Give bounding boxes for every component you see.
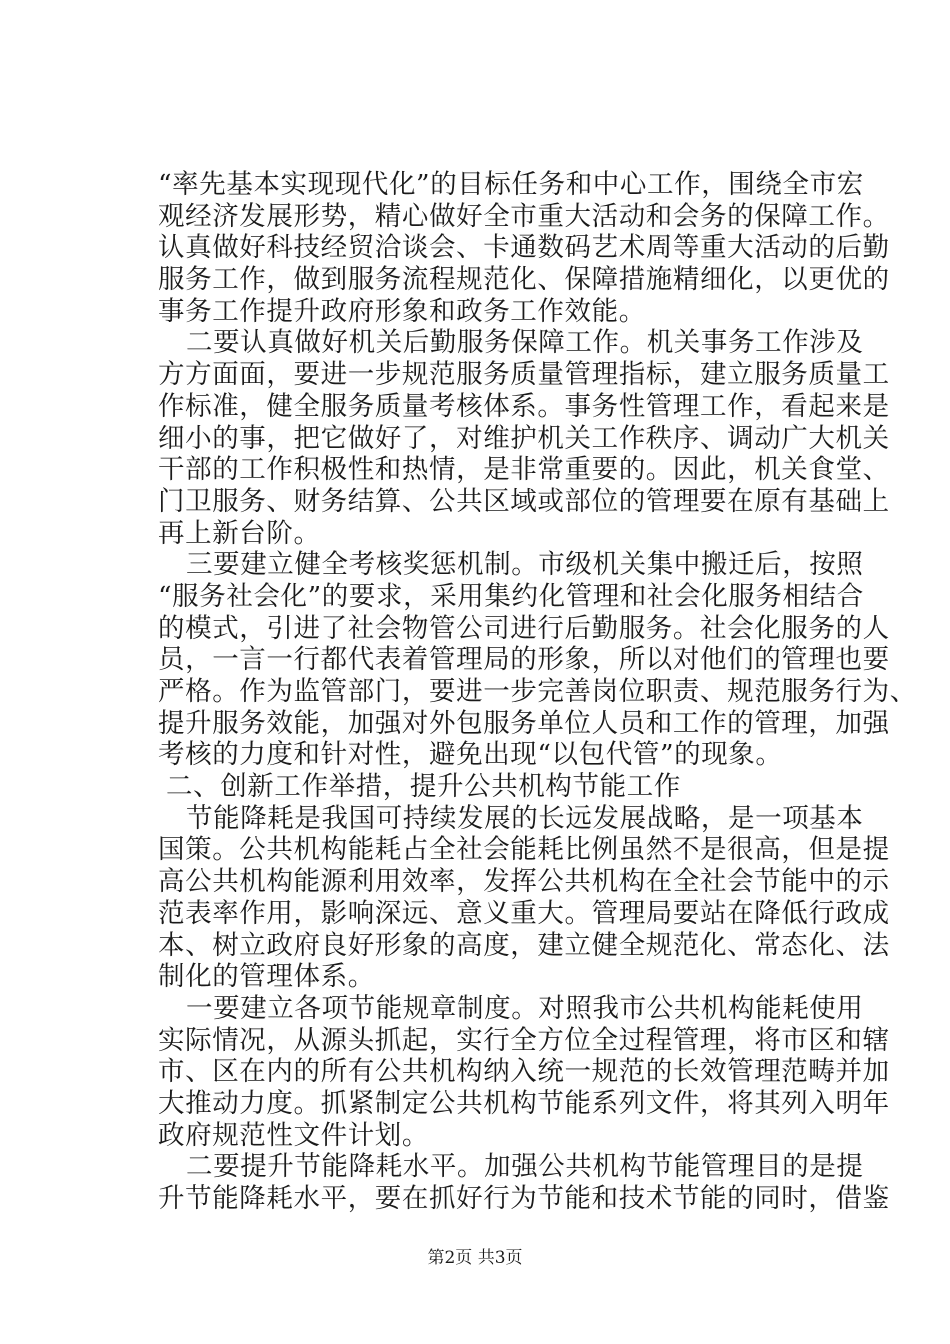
text-line: 的模式，引进了社会物管公司进行后勤服务。社会化服务的人 [158, 612, 890, 644]
text-line: 提升服务效能，加强对外包服务单位人员和工作的管理，加强 [158, 707, 890, 739]
text-line: 干部的工作积极性和热情，是非常重要的。因此，机关食堂、 [158, 454, 890, 486]
text-line: 实际情况，从源头抓起，实行全方位全过程管理，将市区和辖 [158, 1024, 890, 1056]
text-line: 制化的管理体系。 [158, 961, 375, 993]
paragraph-start-line: 一要建立各项节能规章制度。对照我市公共机构能耗使用 [186, 992, 864, 1024]
section-heading: 二、创新工作举措，提升公共机构节能工作 [166, 771, 681, 803]
text-line: 服务工作，做到服务流程规范化、保障措施精细化，以更优的 [158, 264, 890, 296]
document-body [158, 169, 917, 1215]
text-line: 升节能降耗水平，要在抓好行为节能和技术节能的同时，借鉴 [158, 1183, 890, 1214]
text-line: 认真做好科技经贸洽谈会、卡通数码艺术周等重大活动的后勤 [158, 232, 890, 264]
text-line: 员，一言一行都代表着管理局的形象，所以对他们的管理也要 [158, 644, 890, 676]
text-line: 事务工作提升政府形象和政务工作效能。 [158, 295, 646, 327]
paragraph-start-line: 三要建立健全考核奖惩机制。市级机关集中搬迁后，按照 [186, 549, 864, 581]
paragraph-start-line: 节能降耗是我国可持续发展的长远发展战略，是一项基本 [186, 802, 864, 834]
text-line: “服务社会化”的要求，采用集约化管理和社会化服务相结合 [158, 580, 864, 612]
text-line: 作标准，健全服务质量考核体系。事务性管理工作，看起来是 [158, 390, 890, 422]
paragraph-start-line: 二要认真做好机关后勤服务保障工作。机关事务工作涉及 [186, 327, 864, 359]
text-line: 细小的事，把它做好了，对维护机关工作秩序、调动广大机关 [158, 422, 890, 454]
text-line: 国策。公共机构能耗占全社会能耗比例虽然不是很高，但是提 [158, 834, 890, 866]
text-line: 大推动力度。抓紧制定公共机构节能系列文件，将其列入明年 [158, 1087, 890, 1119]
text-line: 市、区在内的所有公共机构纳入统一规范的长效管理范畴并加 [158, 1056, 890, 1088]
text-line: 考核的力度和针对性，避免出现“以包代管”的现象。 [158, 739, 783, 771]
text-line: 方方面面，要进一步规范服务质量管理指标，建立服务质量工 [158, 359, 890, 391]
text-line: 本、树立政府良好形象的高度，建立健全规范化、常态化、法 [158, 929, 890, 961]
text-line: 高公共机构能源利用效率，发挥公共机构在全社会节能中的示 [158, 866, 890, 898]
page-number-footer: 第2页 共3页 [427, 1248, 523, 1268]
text-line: 范表率作用，影响深远、意义重大。管理局要站在降低行政成 [158, 897, 890, 929]
text-line: 门卫服务、财务结算、公共区域或部位的管理要在原有基础上 [158, 485, 890, 517]
text-line: “率先基本实现现代化”的目标任务和中心工作，围绕全市宏 [158, 169, 864, 200]
text-line: 严格。作为监管部门，要进一步完善岗位职责、规范服务行为、 [158, 676, 917, 707]
text-line: 观经济发展形势，精心做好全市重大活动和会务的保障工作。 [158, 200, 890, 232]
text-line: 政府规范性文件计划。 [158, 1119, 429, 1151]
paragraph-start-line: 二要提升节能降耗水平。加强公共机构节能管理目的是提 [186, 1151, 864, 1183]
text-line: 再上新台阶。 [158, 517, 321, 549]
